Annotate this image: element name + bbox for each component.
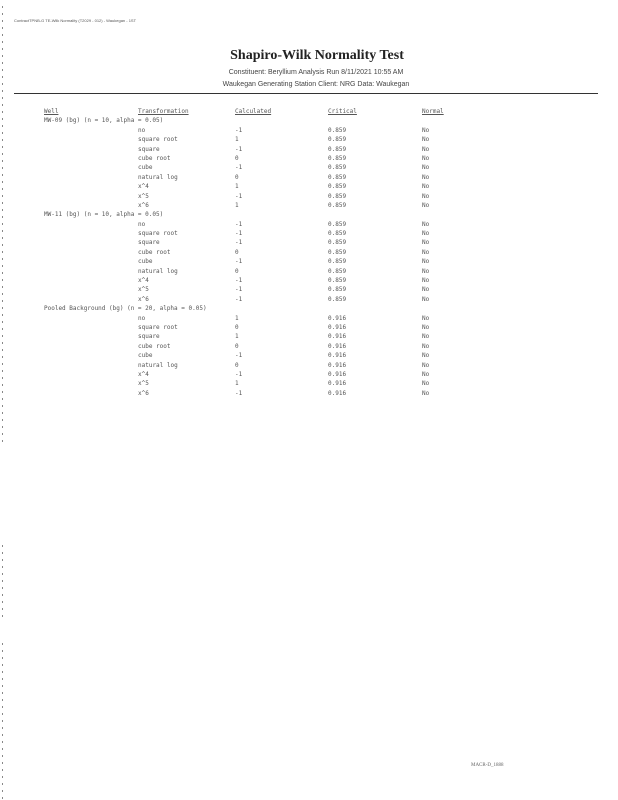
margin-mark [2, 426, 3, 428]
calculated-cell: -1 [235, 389, 243, 397]
critical-cell: 0.859 [328, 239, 347, 247]
calculated-cell: -1 [235, 370, 243, 378]
margin-mark [2, 125, 3, 127]
margin-mark [2, 202, 3, 204]
transformation-cell: x^5 [138, 192, 149, 200]
well-group-label: Pooled Background (bg) (n = 20, alpha = 0.05) [44, 305, 207, 313]
margin-mark [2, 664, 3, 666]
transformation-cell: no [138, 126, 146, 134]
table-row [44, 268, 484, 277]
margin-mark [2, 132, 3, 134]
margin-mark [2, 783, 3, 785]
table-header-row [44, 108, 484, 117]
margin-mark [2, 643, 3, 645]
margin-mark [2, 608, 3, 610]
table-row [44, 202, 484, 211]
margin-mark [2, 790, 3, 792]
margin-mark [2, 727, 3, 729]
calculated-cell: 0 [235, 154, 239, 162]
calculated-cell: -1 [235, 352, 243, 360]
calculated-cell: -1 [235, 126, 243, 134]
margin-mark [2, 769, 3, 771]
margin-mark [2, 776, 3, 778]
calculated-cell: 1 [235, 380, 239, 388]
margin-mark [2, 251, 3, 253]
normal-cell: No [422, 239, 430, 247]
normal-cell: No [422, 201, 430, 209]
normal-cell: No [422, 192, 430, 200]
header-transformation: Transformation [138, 108, 189, 115]
normal-cell: No [422, 136, 430, 144]
left-margin-marks [2, 0, 4, 800]
margin-mark [2, 349, 3, 351]
calculated-cell: -1 [235, 230, 243, 238]
transformation-cell: x^5 [138, 286, 149, 294]
normal-cell: No [422, 380, 430, 388]
margin-mark [2, 34, 3, 36]
normal-cell: No [422, 352, 430, 360]
table-row [44, 258, 484, 267]
table-row [44, 390, 484, 399]
table-row [44, 164, 484, 173]
well-group-label: MW-11 (bg) (n = 10, alpha = 0.05) [44, 211, 164, 219]
margin-mark [2, 230, 3, 232]
margin-mark [2, 412, 3, 414]
normal-cell: No [422, 286, 430, 294]
calculated-cell: -1 [235, 145, 243, 153]
critical-cell: 0.859 [328, 267, 347, 275]
margin-mark [2, 566, 3, 568]
margin-mark [2, 440, 3, 442]
margin-mark [2, 174, 3, 176]
critical-cell: 0.859 [328, 220, 347, 228]
critical-cell: 0.859 [328, 248, 347, 256]
margin-mark [2, 118, 3, 120]
table-row [44, 239, 484, 248]
calculated-cell: 0 [235, 267, 239, 275]
transformation-cell: square root [138, 230, 178, 238]
critical-cell: 0.859 [328, 145, 347, 153]
table-row [44, 286, 484, 295]
margin-mark [2, 720, 3, 722]
transformation-cell: cube root [138, 248, 171, 256]
table-row [44, 230, 484, 239]
margin-mark [2, 552, 3, 554]
critical-cell: 0.859 [328, 286, 347, 294]
page-title: Shapiro-Wilk Normality Test [230, 48, 404, 63]
margin-mark [2, 419, 3, 421]
critical-cell: 0.916 [328, 323, 347, 331]
margin-mark [2, 90, 3, 92]
group-label-row [44, 117, 484, 126]
margin-mark [2, 363, 3, 365]
margin-mark [2, 181, 3, 183]
critical-cell: 0.859 [328, 136, 347, 144]
margin-mark [2, 762, 3, 764]
margin-mark [2, 188, 3, 190]
calculated-cell: -1 [235, 164, 243, 172]
critical-cell: 0.916 [328, 352, 347, 360]
normal-cell: No [422, 258, 430, 266]
normal-cell: No [422, 220, 430, 228]
table-row [44, 136, 484, 145]
well-group-label: MW-09 (bg) (n = 10, alpha = 0.05) [44, 117, 164, 125]
margin-mark [2, 104, 3, 106]
margin-mark [2, 398, 3, 400]
calculated-cell: 1 [235, 183, 239, 191]
margin-mark [2, 377, 3, 379]
margin-mark [2, 6, 3, 8]
table-row [44, 352, 484, 361]
critical-cell: 0.859 [328, 192, 347, 200]
margin-mark [2, 27, 3, 29]
margin-mark [2, 223, 3, 225]
calculated-cell: 1 [235, 314, 239, 322]
margin-mark [2, 671, 3, 673]
margin-mark [2, 279, 3, 281]
transformation-cell: x^6 [138, 389, 149, 397]
margin-mark [2, 713, 3, 715]
critical-cell: 0.859 [328, 201, 347, 209]
transformation-cell: cube [138, 352, 153, 360]
header-normal: Normal [422, 108, 444, 115]
group-label-row [44, 305, 484, 314]
transformation-cell: cube root [138, 342, 171, 350]
margin-mark [2, 328, 3, 330]
margin-mark [2, 167, 3, 169]
margin-mark [2, 545, 3, 547]
transformation-cell: x^4 [138, 370, 149, 378]
margin-mark [2, 559, 3, 561]
margin-mark [2, 314, 3, 316]
normal-cell: No [422, 183, 430, 191]
calculated-cell: -1 [235, 220, 243, 228]
critical-cell: 0.916 [328, 380, 347, 388]
margin-mark [2, 300, 3, 302]
margin-mark [2, 286, 3, 288]
subtitle-station: Waukegan Generating Station Client: NRG Data: Waukegan [222, 81, 410, 88]
calculated-cell: 1 [235, 201, 239, 209]
margin-mark [2, 594, 3, 596]
critical-cell: 0.916 [328, 333, 347, 341]
header-divider [14, 93, 598, 94]
normality-table [44, 108, 484, 399]
table-body [44, 117, 484, 399]
table-row [44, 296, 484, 305]
normal-cell: No [422, 267, 430, 275]
subtitle-constituent: Constituent: Beryllium Analysis Run 8/11/2021 10:55 AM [228, 69, 404, 76]
normal-cell: No [422, 295, 430, 303]
margin-mark [2, 13, 3, 15]
calculated-cell: 1 [235, 136, 239, 144]
normal-cell: No [422, 145, 430, 153]
normal-cell: No [422, 314, 430, 322]
normal-cell: No [422, 333, 430, 341]
table-row [44, 315, 484, 324]
normal-cell: No [422, 323, 430, 331]
table-row [44, 249, 484, 258]
margin-mark [2, 237, 3, 239]
transformation-cell: square root [138, 136, 178, 144]
margin-mark [2, 139, 3, 141]
table-row [44, 333, 484, 342]
transformation-cell: x^6 [138, 201, 149, 209]
calculated-cell: 0 [235, 342, 239, 350]
critical-cell: 0.916 [328, 342, 347, 350]
table-row [44, 362, 484, 371]
critical-cell: 0.916 [328, 370, 347, 378]
table-row [44, 127, 484, 136]
margin-mark [2, 335, 3, 337]
critical-cell: 0.916 [328, 389, 347, 397]
table-row [44, 174, 484, 183]
normal-cell: No [422, 389, 430, 397]
transformation-cell: square [138, 239, 160, 247]
table-row [44, 380, 484, 389]
margin-mark [2, 76, 3, 78]
table-row [44, 221, 484, 230]
critical-cell: 0.859 [328, 230, 347, 238]
normal-cell: No [422, 277, 430, 285]
critical-cell: 0.859 [328, 173, 347, 181]
normal-cell: No [422, 126, 430, 134]
margin-mark [2, 20, 3, 22]
table-row [44, 193, 484, 202]
margin-mark [2, 615, 3, 617]
margin-mark [2, 391, 3, 393]
margin-mark [2, 734, 3, 736]
calculated-cell: -1 [235, 192, 243, 200]
calculated-cell: -1 [235, 295, 243, 303]
critical-cell: 0.859 [328, 183, 347, 191]
table-row [44, 183, 484, 192]
margin-mark [2, 272, 3, 274]
critical-cell: 0.916 [328, 361, 347, 369]
margin-mark [2, 692, 3, 694]
margin-mark [2, 587, 3, 589]
transformation-cell: square root [138, 323, 178, 331]
margin-mark [2, 307, 3, 309]
table-row [44, 343, 484, 352]
critical-cell: 0.859 [328, 277, 347, 285]
transformation-cell: cube root [138, 154, 171, 162]
document-path: ContractTPNB-G TE-Wilk Normality (T2029 - 012) - Waukegan - 1ST [14, 18, 137, 23]
normal-cell: No [422, 164, 430, 172]
header-critical: Critical [328, 108, 357, 115]
transformation-cell: square [138, 333, 160, 341]
header-well: Well [44, 108, 59, 115]
critical-cell: 0.916 [328, 314, 347, 322]
normal-cell: No [422, 154, 430, 162]
critical-cell: 0.859 [328, 164, 347, 172]
transformation-cell: cube [138, 258, 153, 266]
margin-mark [2, 321, 3, 323]
normal-cell: No [422, 173, 430, 181]
margin-mark [2, 370, 3, 372]
margin-mark [2, 146, 3, 148]
margin-mark [2, 111, 3, 113]
group-label-row [44, 211, 484, 220]
transformation-cell: natural log [138, 173, 178, 181]
calculated-cell: 0 [235, 323, 239, 331]
table-row [44, 155, 484, 164]
calculated-cell: 0 [235, 248, 239, 256]
margin-mark [2, 580, 3, 582]
margin-mark [2, 244, 3, 246]
margin-mark [2, 258, 3, 260]
normal-cell: No [422, 342, 430, 350]
normal-cell: No [422, 370, 430, 378]
calculated-cell: 0 [235, 361, 239, 369]
margin-mark [2, 748, 3, 750]
margin-mark [2, 153, 3, 155]
margin-mark [2, 160, 3, 162]
margin-mark [2, 293, 3, 295]
margin-mark [2, 41, 3, 43]
calculated-cell: 0 [235, 173, 239, 181]
margin-mark [2, 209, 3, 211]
critical-cell: 0.859 [328, 258, 347, 266]
transformation-cell: x^5 [138, 380, 149, 388]
critical-cell: 0.859 [328, 126, 347, 134]
margin-mark [2, 195, 3, 197]
margin-mark [2, 685, 3, 687]
transformation-cell: x^4 [138, 183, 149, 191]
transformation-cell: square [138, 145, 160, 153]
margin-mark [2, 650, 3, 652]
margin-mark [2, 706, 3, 708]
margin-mark [2, 433, 3, 435]
header-calculated: Calculated [235, 108, 272, 115]
transformation-cell: natural log [138, 267, 178, 275]
normal-cell: No [422, 248, 430, 256]
margin-mark [2, 265, 3, 267]
margin-mark [2, 216, 3, 218]
transformation-cell: no [138, 220, 146, 228]
calculated-cell: -1 [235, 258, 243, 266]
transformation-cell: x^4 [138, 277, 149, 285]
margin-mark [2, 797, 3, 799]
transformation-cell: cube [138, 164, 153, 172]
table-row [44, 146, 484, 155]
margin-mark [2, 601, 3, 603]
margin-mark [2, 384, 3, 386]
margin-mark [2, 755, 3, 757]
margin-mark [2, 699, 3, 701]
normal-cell: No [422, 230, 430, 238]
calculated-cell: -1 [235, 239, 243, 247]
critical-cell: 0.859 [328, 154, 347, 162]
transformation-cell: x^6 [138, 295, 149, 303]
margin-mark [2, 657, 3, 659]
critical-cell: 0.859 [328, 295, 347, 303]
margin-mark [2, 356, 3, 358]
margin-mark [2, 573, 3, 575]
transformation-cell: no [138, 314, 146, 322]
transformation-cell: natural log [138, 361, 178, 369]
margin-mark [2, 678, 3, 680]
margin-mark [2, 97, 3, 99]
margin-mark [2, 342, 3, 344]
page-footer-code: MACR-D_1888 [471, 763, 504, 768]
calculated-cell: -1 [235, 277, 243, 285]
calculated-cell: -1 [235, 286, 243, 294]
margin-mark [2, 741, 3, 743]
calculated-cell: 1 [235, 333, 239, 341]
normal-cell: No [422, 361, 430, 369]
margin-mark [2, 405, 3, 407]
table-row [44, 277, 484, 286]
table-row [44, 371, 484, 380]
table-row [44, 324, 484, 333]
